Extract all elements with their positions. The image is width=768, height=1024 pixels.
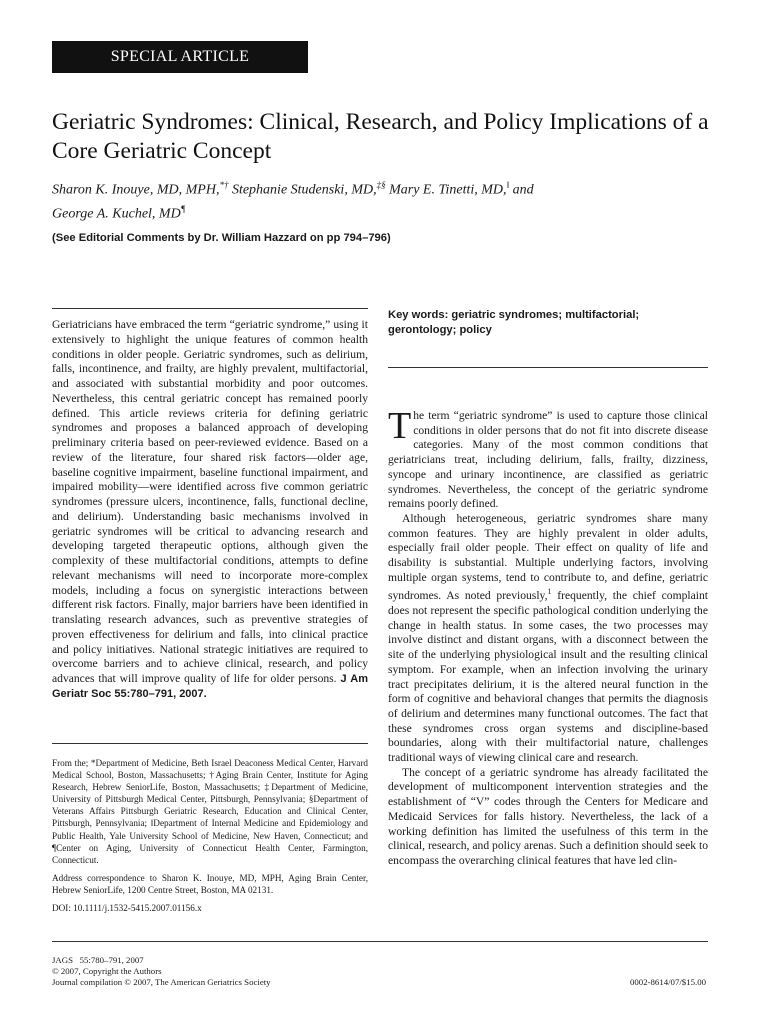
paragraph-text: frequently, the chief complaint does not represent the specific pathological condition underlying the change in health status. In some cases, the two processes may involve distinct and distant organs, with a disconnect between the site of the underlying physiological insult and the resulting clinical symptom. For example, when an infection involving the urinary tract precipitates delirium, it is the altered neural function in the form of cognitive and behavioral changes that permits the diagnosis of delirium and determines many functional outcomes. The fact that these syndromes cross organ systems and discipline-based boundaries, along with their multifactorial nature, challenges traditional ways of viewing clinical care and research.: [388, 589, 708, 765]
author-name: Stephanie Studenski, MD,: [231, 182, 377, 198]
paragraph-text: he term “geriatric syndrome” is used to capture those clinical conditions in older persons that do not fit into discrete disease categories. Many of the most common conditions that geriatricians treat, including delirium, falls, frailty, dizziness, syncope and urinary incontinence, are classified as geriatric syndromes. Nevertheless, the concept of the geriatric syndrome remains poorly defined.: [388, 409, 708, 511]
author-affiliation-mark: ¶: [180, 203, 186, 214]
body-paragraph: [388, 512, 708, 766]
doi-text: DOI: 10.1111/j.1532-5415.2007.01156.x: [52, 903, 202, 914]
author-conjunction: and: [512, 182, 534, 198]
body-column: [388, 405, 708, 869]
author-name: George A. Kuchel, MD: [52, 206, 181, 222]
reference-mark: 1: [547, 587, 552, 597]
section-banner: SPECIAL ARTICLE: [52, 41, 308, 73]
copyright-line: © 2007, Copyright the Authors: [52, 966, 162, 977]
author-affiliation-mark: ‖: [506, 180, 510, 190]
author-list: [52, 176, 712, 223]
drop-cap: T: [388, 405, 412, 447]
keywords-bottom-rule: [388, 367, 708, 368]
journal-footer: [52, 955, 372, 989]
abstract-top-rule: [52, 308, 368, 309]
author-name: Sharon K. Inouye, MD, MPH,: [52, 182, 220, 198]
body-paragraph: The concept of a geriatric syndrome has already facilitated the development of multicomponent intervention strategies and the establishment of “V” codes through the Centers for Medicare and Medicaid Services for falls history. Nevertheless, the lack of a working definition has limited the usefulness of this term in the clinical, research, and policy arenas. Such a definition should seek to encompass the overarching clinical features that have led clin-: [388, 765, 708, 867]
author-name: Mary E. Tinetti, MD,: [389, 182, 507, 198]
abstract-text: Geriatricians have embraced the term “geriatric syndrome,” using it extensively to highlight the unique features of common health conditions in older people. Geriatric syndromes, such as delirium, falls, incontinence, and frailty, are highly prevalent, multifactorial, and associated with substantial morbidity and poor outcomes. Nevertheless, this central geriatric concept has remained poorly defined. This article reviews criteria for defining geriatric syndromes and proposes a balanced approach of developing preliminary criteria based on peer-reviewed evidence. Based on a review of the literature, four shared risk factors—older age, baseline cognitive impairment, baseline functional impairment, and impaired mobility—were identified across five common geriatric syndromes (pressure ulcers, incontinence, falls, functional decline, and delirium). Understanding basic mechanisms involved in geriatric syndromes will be critical to advancing research and developing targeted therapeutic options, although given the complexity of these multifactorial conditions, attempts to define relevant mechanisms will need to incorporate more-complex models, including a focus on synergistic interactions between different risk factors. Finally, major barriers have been identified in translating research advances, such as preventive strategies of proven effectiveness for delirium and falls, into clinical practice and policy initiatives. National strategic initiatives are required to overcome barriers and to achieve clinical, research, and policy advances that will improve quality of life for older persons.: [52, 318, 368, 685]
affiliations-block: [52, 757, 368, 920]
abstract-citation: J Am Geriatr Soc 55:780–791, 2007.: [52, 673, 368, 700]
abstract-bottom-rule: [52, 743, 368, 744]
abstract: [52, 318, 368, 702]
keywords: Key words: geriatric syndromes; multifactorial; gerontology; policy: [388, 309, 640, 336]
author-affiliation-mark: *†: [219, 180, 229, 190]
journal-citation: JAGS 55:780–791, 2007: [52, 955, 144, 965]
affiliations-text: From the; *Department of Medicine, Beth Israel Deaconess Medical Center, Harvard Medical School, Boston, Massachusetts; †Aging Brain Center, Institute for Aging Research, Hebrew SeniorLife, Boston, Massachusetts; ‡Department of Medicine, University of Pittsburgh Medical Center, Pittsburgh, Pennsylvania; §Department of Veterans Affairs Pittsburgh Geriatric Research, Education and Clinical Center, Pittsburgh, Pennsylvania; ‖Department of Internal Medicine and Epidemiology and Public Health, Yale University School of Medicine, New Haven, Connecticut; and ¶Center on Aging, University of Connecticut Health Center, Farmington, Connecticut.: [52, 758, 368, 865]
issn-price: 0002-8614/07/$15.00: [630, 977, 706, 987]
article-title: Geriatric Syndromes: Clinical, Research, and Policy Implications of a Core Geriatric Concept: [52, 109, 709, 164]
paragraph-text: Although heterogeneous, geriatric syndromes share many common features. They are highly prevalent in older adults, especially frail older people. Their effect on quality of life and disability is substantial. Multiple underlying factors, involving multiple organ systems, tend to contribute to, and define, geriatric syndromes. As noted previously,: [388, 511, 708, 603]
editorial-note: (See Editorial Comments by Dr. William Hazzard on pp 794–796): [52, 232, 391, 244]
author-affiliation-mark: ‡§: [376, 180, 386, 190]
correspondence-address: Address correspondence to Sharon K. Inouye, MD, MPH, Aging Brain Center, Hebrew SeniorLife, 1200 Centre Street, Boston, MA 02131.: [52, 872, 368, 895]
body-paragraph: [388, 405, 708, 512]
footer-rule: [52, 941, 708, 942]
compilation-line: Journal compilation © 2007, The American Geriatrics Society: [52, 977, 271, 988]
